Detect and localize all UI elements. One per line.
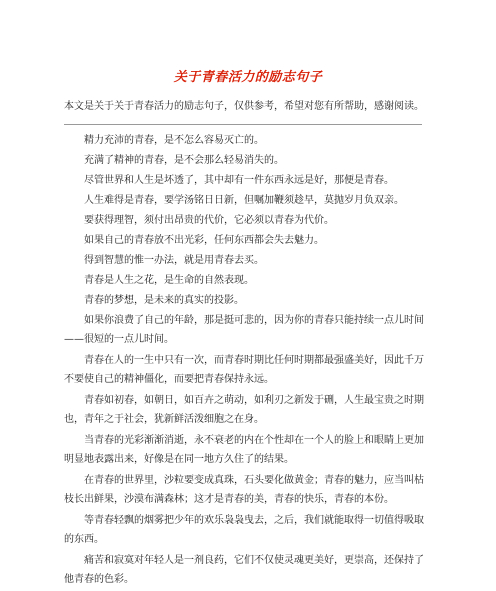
paragraph: 如果你浪费了自己的年龄，那是挺可悲的，因为你的青春只能持续一点儿时间——很短的一点儿时间。 xyxy=(64,315,424,345)
paragraph: 得到智慧的惟一办法，就是用青春去买。 xyxy=(84,255,264,266)
document-title: 关于青春活力的励志句子 xyxy=(173,70,323,85)
document-intro: 本文是关于关于青春活力的励志句子，仅供参考，希望对您有所帮助，感谢阅读。 xyxy=(64,101,424,112)
paragraph: 等青春轻飘的烟雾把少年的欢乐袅袅曳去，之后，我们就能取得一切值得吸取的东西。 xyxy=(64,515,424,545)
paragraph: 充满了精神的青春，是不会那么轻易消失的。 xyxy=(84,155,284,166)
paragraph: 青春在人的一生中只有一次，而青春时期比任何时期都最强盛美好，因此千万不要使自己的精神僵化，而要把青春保持永远。 xyxy=(64,355,424,385)
paragraph: 如果自己的青春放不出光彩，任何东西都会失去魅力。 xyxy=(84,235,324,246)
paragraph: 青春如初春，如朝日，如百卉之萌动，如利刃之新发于硎，人生最宝贵之时期也，青年之于社会，犹新鲜活泼细胞之在身。 xyxy=(64,395,424,425)
paragraph: 痛苦和寂寞对年轻人是一剂良药，它们不仅使灵魂更美好，更崇高，还保持了他青春的色彩。 xyxy=(64,555,424,585)
paragraph: 青春的梦想，是未来的真实的投影。 xyxy=(84,295,244,306)
paragraph: 青春是人生之花，是生命的自然表现。 xyxy=(84,275,254,286)
divider-rule xyxy=(64,124,422,125)
paragraph: 当青春的光彩渐渐消逝，永不衰老的内在个性却在一个人的脸上和眼睛上更加明显地表露出来，好像是在同一地方久住了的结果。 xyxy=(64,435,424,465)
paragraph: 在青春的世界里，沙粒要变成真珠，石头要化做黄金；青春的魅力，应当叫枯枝长出鲜果，沙漠布满森林；这才是青春的美，青春的快乐，青春的本份。 xyxy=(64,475,424,505)
paragraph: 要获得理智，须付出昂贵的代价，它必须以青春为代价。 xyxy=(84,215,334,226)
paragraph: 精力充沛的青春，是不怎么容易灭亡的。 xyxy=(84,135,264,146)
document-body xyxy=(64,131,424,591)
paragraph: 人生难得是青春，要学汤铭日日新，但嘱加鞭须趁早，莫抛岁月负双亲。 xyxy=(84,195,404,206)
paragraph: 尽管世界和人生是坏透了，其中却有一件东西永远是好，那便是青春。 xyxy=(84,175,394,186)
